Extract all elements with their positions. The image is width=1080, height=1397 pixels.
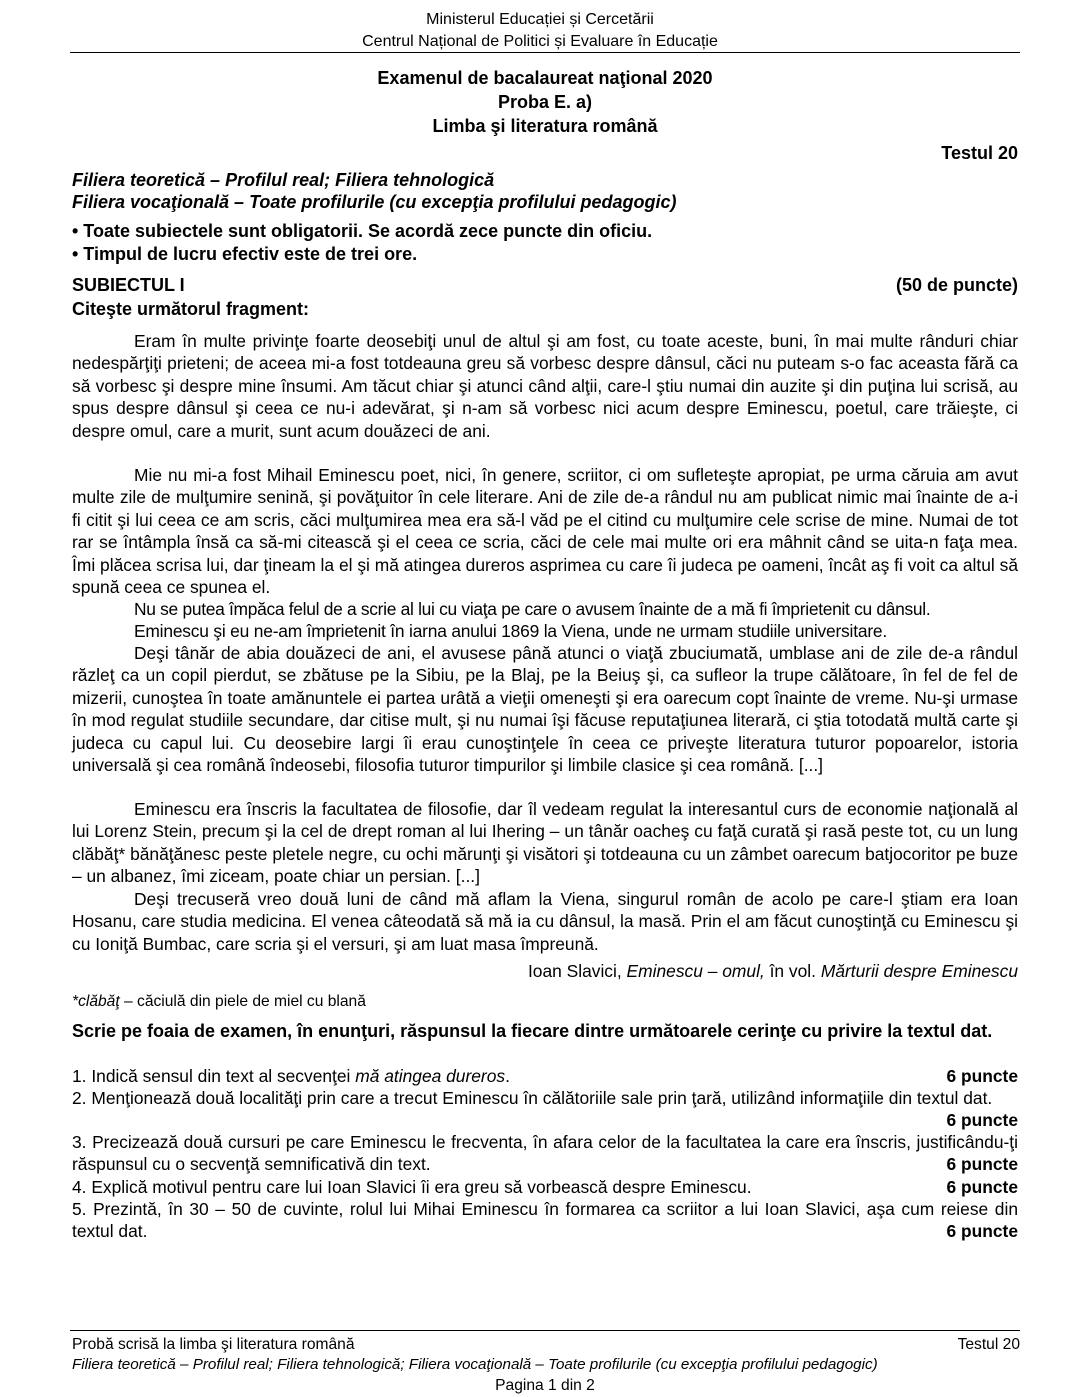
question-3 bbox=[72, 1131, 1018, 1176]
question-2 bbox=[72, 1087, 1018, 1109]
section-prompt: Citeşte următorul fragment: bbox=[72, 299, 310, 319]
instruction-1: • Toate subiectele sunt obligatorii. Se acordă zece puncte din oficiu. bbox=[72, 221, 653, 241]
source-volume: Mărturii despre Eminescu bbox=[820, 961, 1018, 981]
filiera-line-1: Filiera teoretică – Profilul real; Filiera tehnologică bbox=[72, 170, 495, 190]
fragment-paragraph-3: Nu se putea împăca felul de a scrie al lui cu viaţa pe care o avusem înainte de a mă fi împrietenit cu dânsul. bbox=[134, 599, 931, 619]
question-1 bbox=[72, 1065, 1018, 1087]
header-divider bbox=[70, 52, 1020, 53]
center-name: Centrul Național de Politici și Evaluare în Educație bbox=[362, 33, 718, 50]
filiera-line-2: Filiera vocaţională – Toate profilurile (cu excepţia profilului pedagogic) bbox=[72, 192, 677, 212]
question-2-text: 2. Menţionează două localităţi prin care a trecut Eminescu în călătoriile sale prin ţară, utilizând informaţiile din textul dat. bbox=[72, 1088, 993, 1108]
source-mid: în vol. bbox=[764, 961, 821, 981]
question-3-text: 3. Precizează două cursuri pe care Eminescu le frecventa, în afara celor de la facultatea la care era înscris, justificându-ţi răspunsul cu o secvenţă semnificativă din text. bbox=[72, 1132, 1018, 1175]
instruction-2: • Timpul de lucru efectiv este de trei ore. bbox=[72, 244, 418, 264]
footer-test-number: Testul 20 bbox=[957, 1336, 1020, 1353]
fragment-paragraph-5: Deşi tânăr de abia douăzeci de ani, el avusese până atunci o viaţă zbuciumată, umblase ani de zile de-a rândul răzleţ ca un copil pierdut, se zbătuse pe la Sibiu, pe la Blaj, pe la Beiuş şi, ca sufleor la trupe călătoare, în fel de fel de mizerii, cunoştea în toate amănuntele ei partea urâtă a vieţii omeneşti şi era oarecum copt înainte de vreme. Nu-şi urmase în mod regulat studiile secundare, dar citise mult, şi nu numai îşi făcuse reputaţiunea literară, ci ştia totodată multă carte şi judeca cu capul lui. Cu deosebire largi îi erau cunoştinţele în ceea ce priveşte literatura tuturor popoarelor, istoria universală şi cea română îndeosebi, filosofia tuturor timpurilor şi limbile clasice şi cea română. [...] bbox=[72, 643, 1018, 776]
question-1-emphasis: mă atingea dureros bbox=[355, 1066, 506, 1086]
fragment-paragraph-4: Eminescu şi eu ne-am împrietenit în iarna anului 1869 la Viena, unde ne urmam studiile universitare. bbox=[134, 621, 888, 641]
question-4 bbox=[72, 1176, 1018, 1198]
page-number: Pagina 1 din 2 bbox=[495, 1377, 595, 1394]
question-3-points: 6 puncte bbox=[946, 1154, 1018, 1174]
question-5 bbox=[72, 1198, 1018, 1243]
footer-subject: Probă scrisă la limba şi literatura română bbox=[72, 1336, 355, 1353]
question-1-text bbox=[72, 1065, 510, 1087]
question-5-text: 5. Prezintă, în 30 – 50 de cuvinte, rolul lui Mihai Eminescu în formarea ca scriitor a lui Ioan Slavici, aşa cum reiese din textul dat. bbox=[72, 1199, 1018, 1242]
proba-title: Proba E. a) bbox=[497, 92, 593, 112]
question-2-points: 6 puncte bbox=[946, 1110, 1018, 1130]
question-1-points: 6 puncte bbox=[946, 1066, 1018, 1086]
footer-top-row bbox=[72, 1335, 1022, 1355]
fragment-paragraph-7: Deşi trecuseră vreo două luni de când mă aflam la Viena, singurul român de acolo pe care-l ştiam era Ioan Hosanu, care studia medicina. El venea câteodată să mă ia cu dânsul, la masă. Prin el am făcut cunoştinţă cu Eminescu şi cu Ioniţă Bumbac, care scria şi el versuri, şi am luat masa împreună. bbox=[72, 889, 1018, 954]
test-number: Testul 20 bbox=[941, 143, 1018, 163]
source-work: Eminescu – omul, bbox=[626, 961, 765, 981]
footnote-definition: – căciulă din piele de miel cu blană bbox=[119, 993, 366, 1010]
question-5-points: 6 puncte bbox=[946, 1221, 1018, 1241]
ministry-name: Ministerul Educației și Cercetării bbox=[426, 11, 654, 28]
footnote bbox=[72, 992, 366, 1012]
question-1-pre: 1. Indică sensul din text al secvenţei bbox=[72, 1066, 356, 1086]
question-4-points: 6 puncte bbox=[946, 1177, 1018, 1197]
exam-title: Examenul de bacalaureat naţional 2020 bbox=[377, 68, 713, 88]
subject-title: Limba şi literatura română bbox=[432, 116, 658, 136]
section-title: SUBIECTUL I bbox=[72, 275, 185, 295]
footer-filiera: Filiera teoretică – Profilul real; Filiera tehnologică; Filiera vocaţională – Toate profilurile (cu excepţia profilului pedagogic) bbox=[72, 1356, 878, 1373]
question-4-text: 4. Explică motivul pentru care lui Ioan Slavici îi era greu să vorbească despre Eminescu. bbox=[72, 1177, 752, 1197]
fragment-source bbox=[528, 960, 1018, 982]
question-1-post: . bbox=[505, 1066, 510, 1086]
footer-divider bbox=[70, 1330, 1020, 1331]
fragment-paragraph-1: Eram în multe privinţe foarte deosebiţi unul de altul şi am fost, cu toate aceste, buni, în mai multe rânduri chiar nedespărţiţi prieteni; de aceea mi-a fost totdeauna greu să vorbesc despre dânsul, căci nu puteam s-o fac aceasta fără ca să vorbesc şi despre mine însumi. Am tăcut chiar şi atunci când alţii, care-l ştiu numai din auzite şi din puţina lui scrisă, au spus despre dânsul şi ceea ce nu-i adevărat, şi n-am să vorbesc nici acum despre Eminescu, poetul, care trăieşte, ci despre omul, care a murit, sunt acum douăzeci de ani. bbox=[72, 331, 1018, 441]
source-author: Ioan Slavici, bbox=[527, 961, 627, 981]
fragment-paragraph-2: Mie nu mi-a fost Mihail Eminescu poet, nici, în genere, scriitor, ci om sufleteşte apropiat, pe urma căruia am avut multe zile de mulţumire senină, şi povăţuitor în cele literare. Ani de zile de-a rândul nu am publicat nimic mai înainte de a-i fi citit şi lui ceea ce am scris, căci mulţumirea mea era să-l văd pe el citind cu mulţumire cele scrise de mine. Numai de tot rar se întâmpla însă ca să-mi citească şi el ceea ce scria, căci de cele mai multe ori era mâhnit când se uita-n faţa mea. Îmi plăcea scrisa lui, dar ţineam la el şi mă atingea dureros asprimea cu care îi judeca pe oameni, încât aş fi voit ca altul să spună ceea ce spunea el. bbox=[72, 465, 1018, 598]
task-intro: Scrie pe foaia de examen, în enunţuri, răspunsul la fiecare dintre următoarele cerinţe cu privire la textul dat. bbox=[72, 1021, 993, 1041]
section-heading bbox=[72, 274, 1018, 296]
section-points: (50 de puncte) bbox=[895, 275, 1018, 295]
fragment-paragraph-6: Eminescu era înscris la facultatea de filosofie, dar îl vedeam regulat la interesantul curs de economie naţională al lui Lorenz Stein, precum şi la cel de drept roman al lui Ihering – un tânăr oacheş cu faţă curată şi rasă peste tot, cu un lung clăbăţ* bănăţănesc peste pletele negre, cu ochi mărunţi şi visători şi totdeauna cu un zâmbet oarecum batjocoritor pe buze – un albanez, îmi ziceam, poate chiar un persian. [...] bbox=[72, 799, 1018, 887]
footnote-term: *clăbăţ bbox=[72, 993, 120, 1010]
